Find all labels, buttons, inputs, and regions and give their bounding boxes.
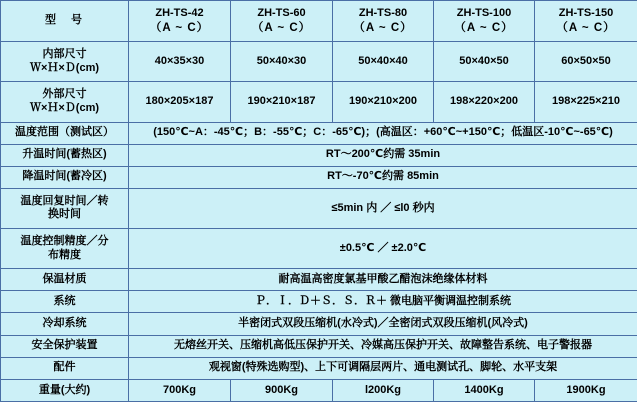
row-label-temperature-range: 温度范围（测试区） — [1, 122, 129, 144]
row-label-weight: 重量(大约) — [1, 379, 129, 401]
weight-value-1: 700Kg — [129, 379, 231, 401]
table-row-safety-devices — [1, 335, 637, 357]
model-name-2: ZH-TS-60 — [257, 6, 306, 19]
header-label-cell: 型 号 — [1, 1, 129, 42]
table-row-cooling-time — [1, 166, 637, 188]
table-row-temperature-range — [1, 122, 637, 144]
row-value-recovery-time: ≤5min 内 ／ ≤l0 秒内 — [129, 188, 637, 228]
model-range-4: （A ~ C） — [454, 21, 514, 34]
model-name-5: ZH-TS-150 — [558, 6, 614, 19]
weight-value-4: 1400Kg — [434, 379, 535, 401]
model-name-3: ZH-TS-80 — [358, 6, 408, 19]
table-row-recovery-time — [1, 188, 637, 228]
model-name-1: ZH-TS-42 — [155, 6, 204, 19]
internal-size-line1: 内部尺寸 — [42, 47, 87, 60]
external-size-value-5: 198×225×210 — [535, 82, 637, 122]
row-label-control-accuracy — [1, 229, 129, 269]
row-label-recovery-time — [1, 188, 129, 228]
model-range-1: （A ~ C） — [149, 21, 210, 34]
table-row-system — [1, 291, 637, 313]
row-value-cooling-time: RT～-70℃约需 85min — [129, 166, 637, 188]
table-row-insulation-material — [1, 269, 637, 291]
row-value-cooling-system: 半密闭式双段压缩机(水冷式)／全密闭式双段压缩机(风冷式) — [129, 313, 637, 335]
control-accuracy-line1: 温度控制精度／分 — [20, 234, 109, 247]
row-value-system: Ｐ．Ｉ．Ｄ＋Ｓ．Ｓ．Ｒ＋ 微电脑平衡调温控制系统 — [129, 291, 637, 313]
model-cell-2 — [231, 1, 333, 42]
internal-size-value-4: 50×40×50 — [434, 42, 535, 82]
table-row-control-accuracy — [1, 229, 637, 269]
row-label-cooling-system: 冷却系统 — [1, 313, 129, 335]
row-label-safety-devices: 安全保护装置 — [1, 335, 129, 357]
row-value-accessories: 观视窗(特殊选购型)、上下可调隔层两片、通电测试孔、脚轮、水平支架 — [129, 357, 637, 379]
table-row-cooling-system — [1, 313, 637, 335]
external-size-value-2: 190×210×187 — [231, 82, 333, 122]
model-name-4: ZH-TS-100 — [456, 6, 512, 19]
external-size-value-3: 190×210×200 — [333, 82, 434, 122]
external-size-value-1: 180×205×187 — [129, 82, 231, 122]
recovery-time-line1: 温度回复时间／转 — [20, 194, 109, 207]
weight-value-2: 900Kg — [231, 379, 333, 401]
recovery-time-line2: 换时间 — [48, 208, 81, 221]
row-label-heating-time: 升温时间(蓄热区) — [1, 144, 129, 166]
model-cell-1 — [129, 1, 231, 42]
model-cell-3 — [333, 1, 434, 42]
row-value-temperature-range: (150℃~A：-45℃；B：-55℃；C：-65℃)；(高温区：+60℃~+150℃；低温区-10℃~-65℃) — [129, 122, 637, 144]
table-row-internal-size — [1, 42, 637, 82]
external-size-line2: Ｗ×Ｈ×Ｄ(cm) — [29, 101, 100, 114]
row-value-safety-devices: 无熔丝开关、压缩机高低压保护开关、冷媒高压保护开关、故障整告系统、电子警报器 — [129, 335, 637, 357]
model-range-2: （A ~ C） — [251, 21, 312, 34]
row-label-accessories: 配件 — [1, 357, 129, 379]
table-row-accessories — [1, 357, 637, 379]
row-label-cooling-time: 降温时间(蓄冷区) — [1, 166, 129, 188]
model-range-3: （A ~ C） — [353, 21, 413, 34]
control-accuracy-line2: 布精度 — [48, 248, 81, 261]
table-header-row — [1, 1, 637, 42]
weight-value-3: l200Kg — [333, 379, 434, 401]
external-size-line1: 外部尺寸 — [42, 88, 87, 101]
row-label-external-size — [1, 82, 129, 122]
model-cell-5 — [535, 1, 637, 42]
row-value-insulation-material: 耐高温高密度氯基甲酸乙醋泡沫绝缘体材料 — [129, 269, 637, 291]
model-cell-4 — [434, 1, 535, 42]
internal-size-value-3: 50×40×40 — [333, 42, 434, 82]
internal-size-value-5: 60×50×50 — [535, 42, 637, 82]
row-label-system: 系统 — [1, 291, 129, 313]
table-row-heating-time — [1, 144, 637, 166]
row-label-internal-size — [1, 42, 129, 82]
weight-value-5: 1900Kg — [535, 379, 637, 401]
internal-size-value-2: 50×40×30 — [231, 42, 333, 82]
model-range-5: （A ~ C） — [556, 21, 616, 34]
table-row-weight — [1, 379, 637, 401]
internal-size-value-1: 40×35×30 — [129, 42, 231, 82]
internal-size-line2: Ｗ×Ｈ×Ｄ(cm) — [29, 61, 100, 74]
row-label-insulation-material: 保温材质 — [1, 269, 129, 291]
table-row-external-size — [1, 82, 637, 122]
row-value-control-accuracy: ±0.5℃ ／ ±2.0℃ — [129, 229, 637, 269]
external-size-value-4: 198×220×200 — [434, 82, 535, 122]
row-value-heating-time: RT～200℃约需 35min — [129, 144, 637, 166]
